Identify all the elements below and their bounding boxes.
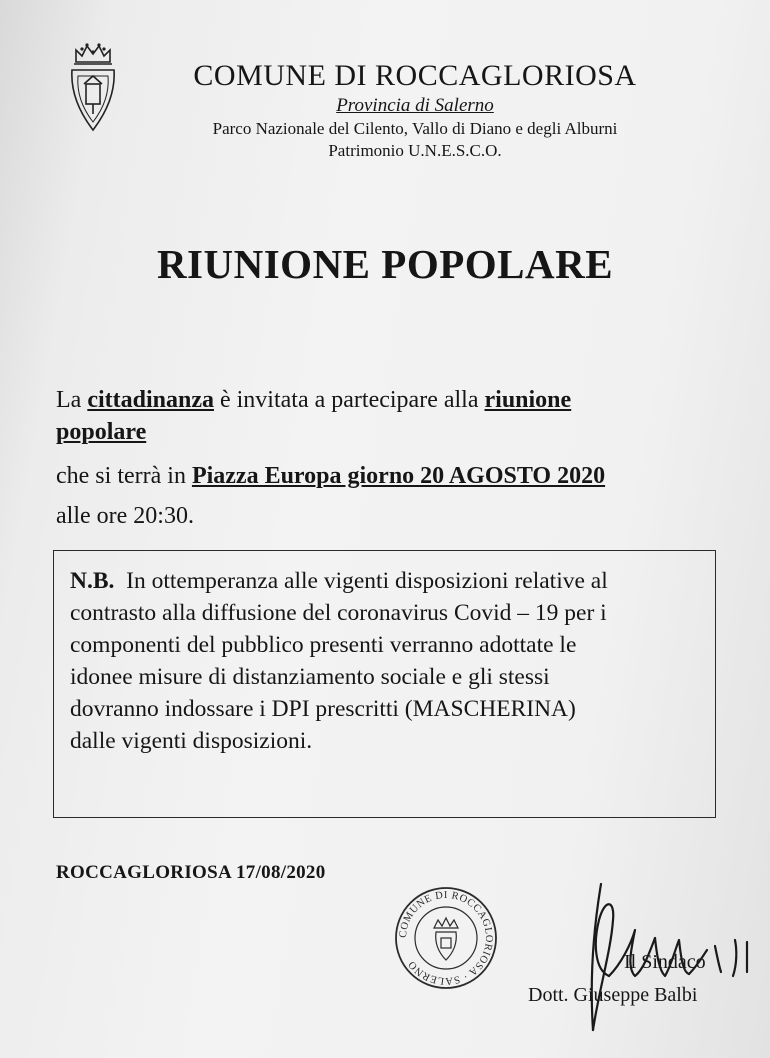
signer-name: Dott. Giuseppe Balbi bbox=[528, 984, 698, 1006]
note-text: In ottemperanza alle vigenti disposizioni relative al bbox=[114, 568, 608, 594]
text-fragment: che si terrà in bbox=[56, 463, 192, 489]
place-and-date: ROCCAGLORIOSA 17/08/2020 bbox=[56, 862, 326, 883]
note-line: contrasto alla diffusione del coronavirus Covid – 19 per i bbox=[70, 600, 607, 626]
signer-role: Il Sindaco bbox=[624, 951, 706, 973]
coat-of-arms-icon bbox=[62, 40, 124, 136]
location-date-emphasis: Piazza Europa giorno 20 AGOSTO 2020 bbox=[191, 463, 606, 489]
announcement-time: alle ore 20:30. bbox=[56, 503, 194, 529]
announcement-line-1 bbox=[56, 384, 696, 416]
official-stamp-icon bbox=[392, 884, 500, 992]
meeting-emphasis: riunione bbox=[484, 387, 572, 413]
municipality-name: COMUNE DI ROCCAGLORIOSA bbox=[193, 59, 637, 92]
park-name: Parco Nazionale del Cilento, Vallo di Diano e degli Alburni bbox=[212, 119, 618, 138]
citizens-emphasis: cittadinanza bbox=[87, 387, 214, 413]
heritage-label: Patrimonio U.N.E.S.C.O. bbox=[328, 141, 502, 160]
document-title: RIUNIONE POPOLARE bbox=[156, 241, 614, 287]
note-line: componenti del pubblico presenti verranno adottate le bbox=[70, 632, 577, 658]
note-line: idonee misure di distanziamento sociale e gli stessi bbox=[70, 664, 550, 690]
text-fragment: La bbox=[56, 387, 88, 413]
note-line: dovranno indossare i DPI prescritti (MASCHERINA) bbox=[70, 696, 576, 722]
letterhead bbox=[150, 58, 680, 162]
note-line bbox=[70, 565, 699, 597]
stamp-text: COMUNE DI ROCCAGLORIOSA · SALERNO bbox=[397, 889, 495, 987]
note-line: dalle vigenti disposizioni. bbox=[70, 728, 313, 754]
announcement-line-3 bbox=[56, 460, 696, 492]
announcement-body bbox=[56, 384, 696, 532]
note-label: N.B. bbox=[70, 568, 115, 594]
province-name: Provincia di Salerno bbox=[336, 95, 494, 116]
announcement-line-2 bbox=[56, 416, 696, 448]
meeting-emphasis-cont: popolare bbox=[56, 419, 147, 445]
text-fragment: è invitata a partecipare alla bbox=[213, 387, 485, 413]
covid-note-box bbox=[53, 550, 716, 818]
handwritten-signature bbox=[565, 880, 765, 1040]
